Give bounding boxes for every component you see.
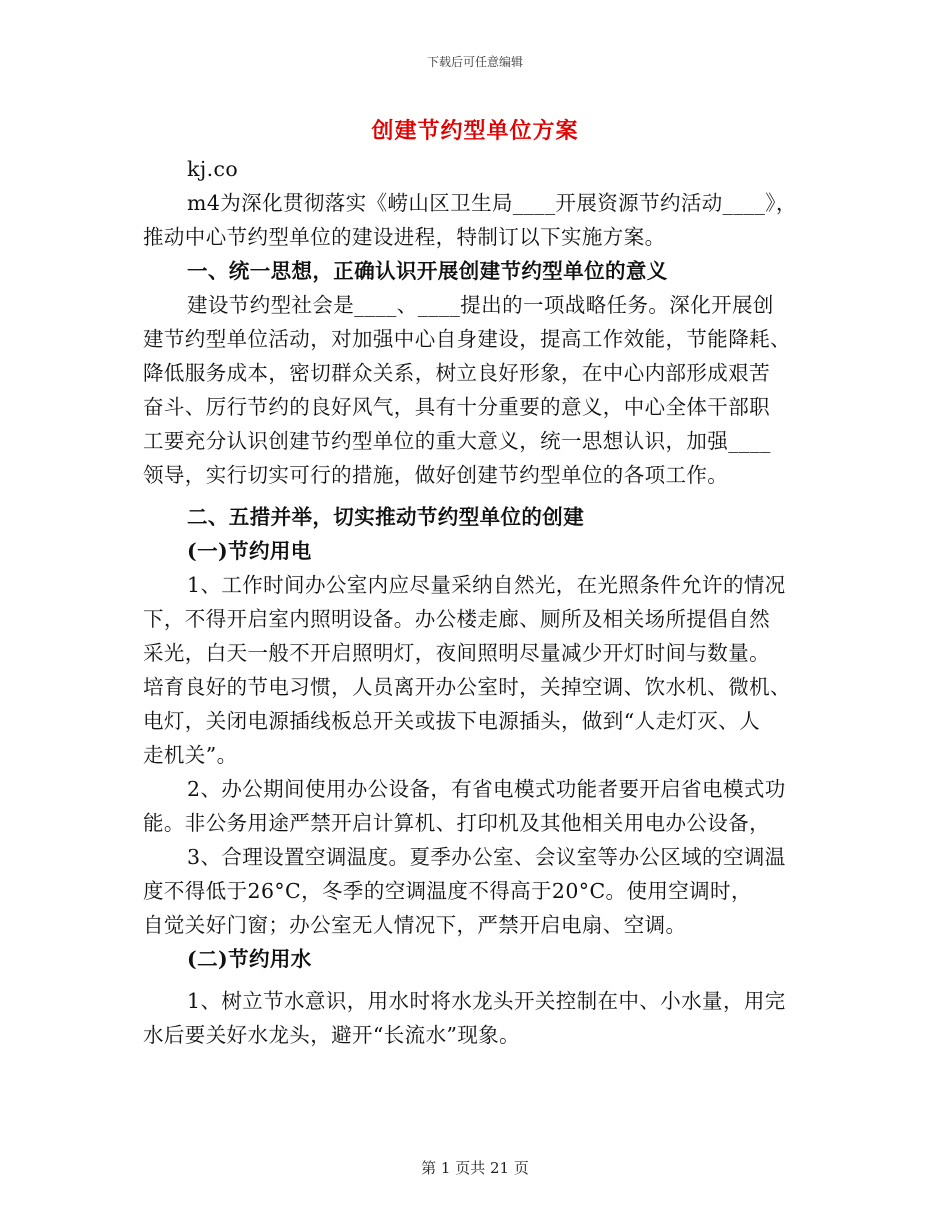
text-line: kj.co [187, 157, 239, 181]
text-line: m4为深化贯彻落实《崂山区卫生局____开展资源节约活动____》， [187, 191, 797, 215]
text-line: 二、五措并举，切实推动节约型单位的创建 [187, 505, 585, 529]
text-line: 工要充分认识创建节约型单位的重大意义，统一思想认识，加强____ [143, 429, 771, 453]
section-heading [143, 254, 808, 288]
paragraph [143, 186, 808, 254]
text-line: 培育良好的节电习惯，人员离开办公室时，关掉空调、饮水机、微机、 [143, 675, 791, 699]
text-line: (一)节约用电 [187, 539, 312, 563]
text-line: 采光，白天一般不开启照明灯，夜间照明尽量减少开灯时间与数量。 [143, 641, 770, 665]
text-line: (二)节约用水 [187, 947, 312, 971]
text-line: 领导，实行切实可行的措施，做好创建节约型单位的各项工作。 [143, 463, 729, 487]
text-line: 奋斗、厉行节约的良好风气，具有十分重要的意义，中心全体干部职 [143, 395, 770, 419]
paragraph [143, 772, 808, 840]
text-line: 降低服务成本，密切群众关系，树立良好形象，在中心内部形成艰苦 [143, 361, 770, 385]
document-body [143, 152, 808, 1052]
text-line: 推动中心节约型单位的建设进程，特制订以下实施方案。 [143, 225, 666, 249]
text-line: 走机关”。 [143, 743, 238, 767]
text-line: 2、办公期间使用办公设备，有省电模式功能者要开启省电模式功 [187, 777, 786, 801]
text-line: 1、树立节水意识，用水时将水龙头开关控制在中、小水量，用完 [187, 989, 786, 1013]
document-title: 创建节约型单位方案 [371, 118, 579, 144]
text-line: 度不得低于26°C，冬季的空调温度不得高于20°C。使用空调时， [143, 879, 752, 903]
paragraph [143, 152, 808, 186]
page-footer: 第 1 页共 21 页 [421, 1159, 529, 1177]
paragraph [143, 288, 808, 492]
text-line: 1、工作时间办公室内应尽量采纳自然光，在光照条件允许的情况 [187, 573, 786, 597]
section-heading [143, 942, 808, 976]
text-line: 建设节约型社会是____、____提出的一项战略任务。深化开展创 [187, 293, 774, 317]
text-line: 能。非公务用途严禁开启计算机、打印机及其他相关用电办公设备， [143, 811, 770, 835]
paragraph-gap [143, 492, 808, 500]
text-line: 电灯，关闭电源插线板总开关或拔下电源插头，做到“人走灯灭、人 [143, 709, 760, 733]
section-heading [143, 500, 808, 534]
paragraph [143, 840, 808, 942]
text-line: 一、统一思想，正确认识开展创建节约型单位的意义 [187, 259, 668, 283]
paragraph-gap [143, 976, 808, 984]
text-line: 自觉关好门窗；办公室无人情况下，严禁开启电扇、空调。 [143, 913, 687, 937]
paragraph [143, 984, 808, 1052]
page-header: 下载后可任意编辑 [426, 55, 523, 69]
text-line: 水后要关好水龙头，避开“长流水”现象。 [143, 1023, 521, 1047]
paragraph [143, 568, 808, 772]
text-line: 建节约型单位活动，对加强中心自身建设，提高工作效能，节能降耗、 [143, 327, 791, 351]
section-heading [143, 534, 808, 568]
text-line: 3、合理设置空调温度。夏季办公室、会议室等办公区域的空调温 [187, 845, 786, 869]
text-line: 下，不得开启室内照明设备。办公楼走廊、厕所及相关场所提倡自然 [143, 607, 770, 631]
